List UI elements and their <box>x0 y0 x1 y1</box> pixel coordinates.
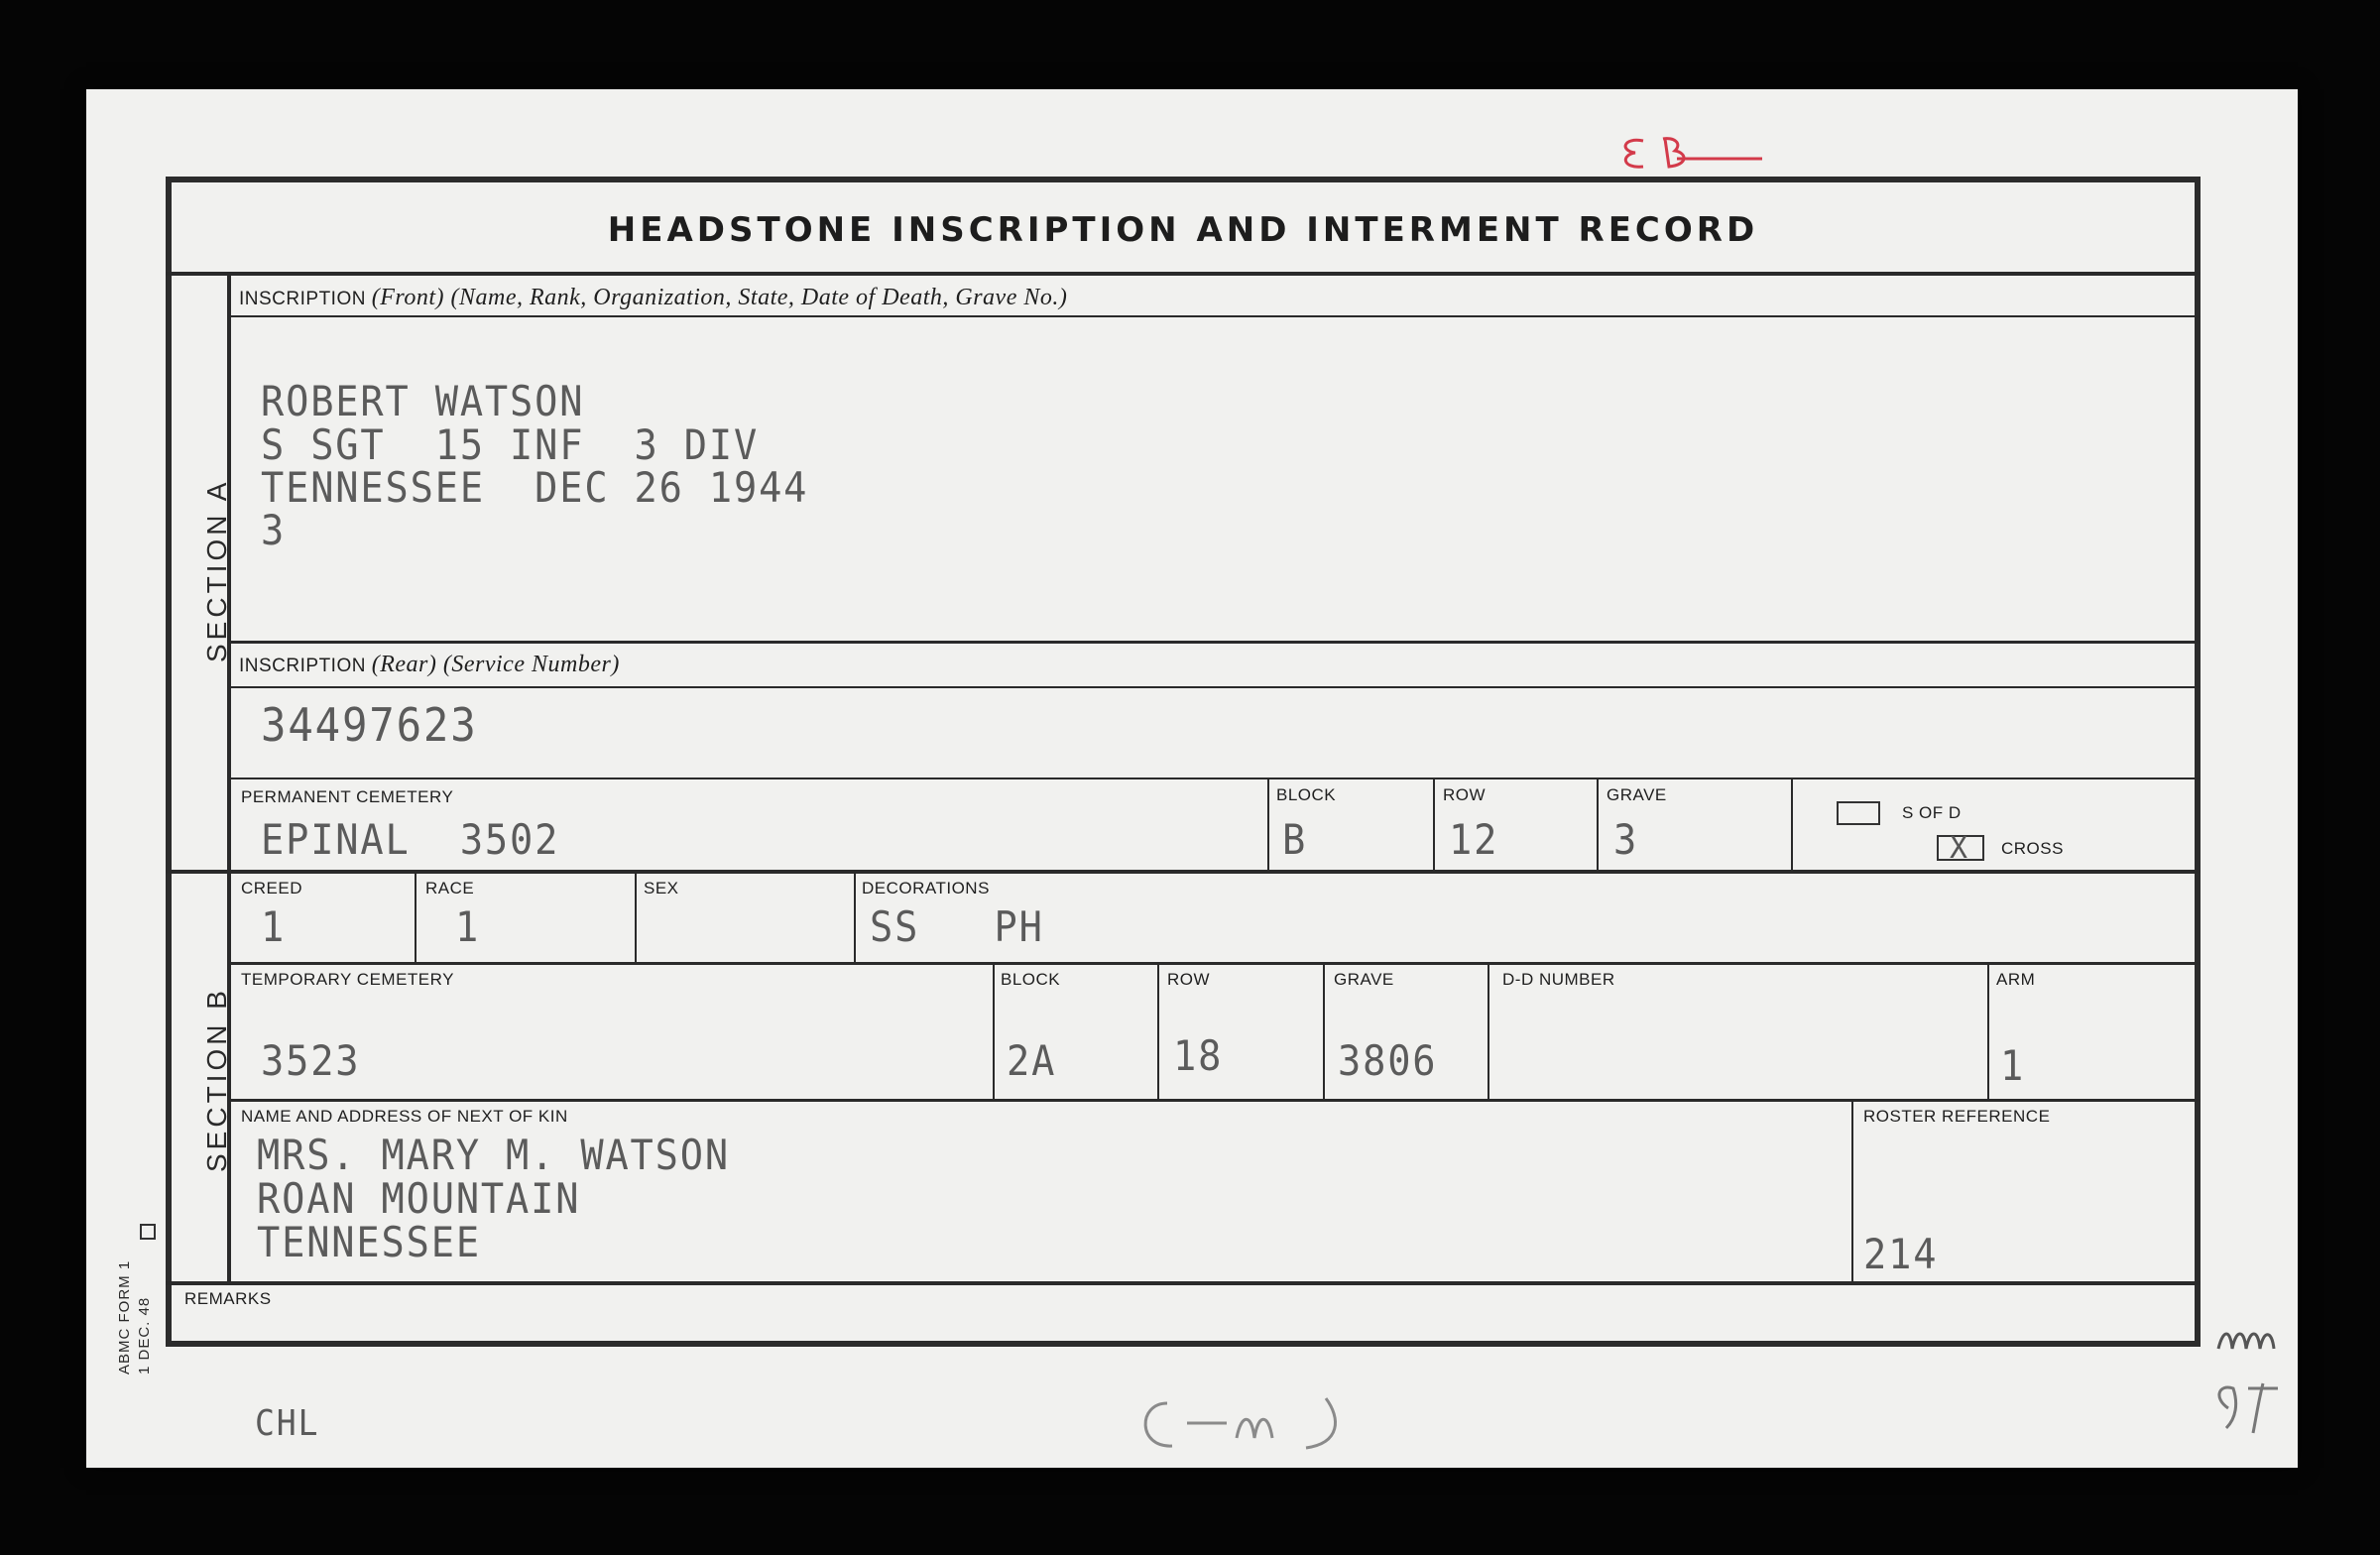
decorations-label: DECORATIONS <box>862 879 990 897</box>
rule <box>227 641 2201 644</box>
temporary-cemetery-label: TEMPORARY CEMETERY <box>241 970 454 989</box>
rule <box>227 778 2201 779</box>
form-title: HEADSTONE INSCRIPTION AND INTERMENT RECORD <box>607 210 1759 250</box>
temporary-cemetery-value: 3523 <box>261 1036 361 1085</box>
rule <box>1791 778 1793 872</box>
rule <box>227 1099 2201 1102</box>
decorations-value: SS PH <box>870 902 1044 951</box>
pencil-initials-mark <box>2208 1309 2298 1448</box>
grave-label: GRAVE <box>1606 785 1667 804</box>
cross-checkbox[interactable] <box>1937 831 1984 866</box>
rule <box>1267 778 1269 872</box>
front-line-2: S SGT 15 INF 3 DIV <box>261 420 760 469</box>
roster-reference-label: ROSTER REFERENCE <box>1863 1107 2051 1126</box>
temp-block-value: 2A <box>1007 1036 1057 1085</box>
inscription-front-label: INSCRIPTION (Front) (Name, Rank, Organization, State, Date of Death, Grave No.) <box>239 285 1068 310</box>
s-of-d-checkbox[interactable] <box>1837 801 1880 825</box>
form-id: ABMC FORM 1 <box>116 1259 133 1375</box>
bottom-code: CHL <box>255 1403 320 1444</box>
form-checkbox <box>140 1224 156 1240</box>
arm-label: ARM <box>1996 970 2036 989</box>
rule <box>1323 963 1325 1101</box>
cross-check-mark: X <box>1950 831 1968 866</box>
row-value: 12 <box>1449 815 1499 864</box>
remarks-label: REMARKS <box>184 1289 272 1308</box>
temp-row-value: 18 <box>1173 1031 1224 1080</box>
rule <box>1488 963 1489 1101</box>
red-initials-mark <box>1613 129 1812 179</box>
rule <box>227 315 2201 317</box>
sex-label: SEX <box>644 879 679 897</box>
s-of-d-label: S OF D <box>1902 803 1962 822</box>
temp-grave-value: 3806 <box>1338 1036 1438 1085</box>
rule <box>227 962 2201 965</box>
rule <box>993 963 995 1101</box>
rule <box>1987 963 1989 1101</box>
rule <box>635 872 637 964</box>
record-card <box>86 89 2298 1468</box>
creed-value: 1 <box>261 902 287 951</box>
race-value: 1 <box>455 902 481 951</box>
inscription-rear-label: INSCRIPTION (Rear) (Service Number) <box>239 652 620 677</box>
section-a-label: SECTION A <box>201 478 232 662</box>
roster-reference-value: 214 <box>1863 1230 1939 1278</box>
permanent-cemetery-value: EPINAL 3502 <box>261 815 560 864</box>
permanent-cemetery-label: PERMANENT CEMETERY <box>241 787 454 806</box>
next-of-kin-line-2: ROAN MOUNTAIN <box>257 1174 581 1223</box>
race-label: RACE <box>425 879 475 897</box>
temp-grave-label: GRAVE <box>1334 970 1394 989</box>
rule <box>166 1281 2201 1285</box>
block-label: BLOCK <box>1276 785 1337 804</box>
next-of-kin-label: NAME AND ADDRESS OF NEXT OF KIN <box>241 1107 568 1126</box>
grave-value: 3 <box>1613 815 1639 864</box>
next-of-kin-line-1: MRS. MARY M. WATSON <box>257 1131 730 1179</box>
service-number: 34497623 <box>261 698 478 752</box>
front-line-4: 3 <box>261 506 287 554</box>
section-divider <box>166 870 2201 874</box>
rule <box>1157 963 1159 1101</box>
block-value: B <box>1282 815 1308 864</box>
rule <box>415 872 416 964</box>
front-line-1: ROBERT WATSON <box>261 377 585 425</box>
next-of-kin-line-3: TENNESSEE <box>257 1218 481 1266</box>
rule <box>166 272 2201 276</box>
temp-row-label: ROW <box>1167 970 1211 989</box>
front-line-3: TENNESSEE DEC 26 1944 <box>261 463 809 512</box>
section-b-label: SECTION B <box>201 987 232 1172</box>
pencil-signature-mark <box>1128 1378 1405 1468</box>
dd-number-label: D-D NUMBER <box>1502 970 1615 989</box>
rule <box>227 686 2201 688</box>
rule <box>1851 1100 1853 1283</box>
rule <box>1597 778 1599 872</box>
temp-block-label: BLOCK <box>1001 970 1061 989</box>
rule <box>1433 778 1435 872</box>
form-date: 1 DEC. 48 <box>136 1296 153 1375</box>
rule <box>854 872 856 964</box>
creed-label: CREED <box>241 879 303 897</box>
row-label: ROW <box>1443 785 1487 804</box>
arm-value: 1 <box>2000 1041 2026 1090</box>
cross-label: CROSS <box>2001 839 2064 858</box>
